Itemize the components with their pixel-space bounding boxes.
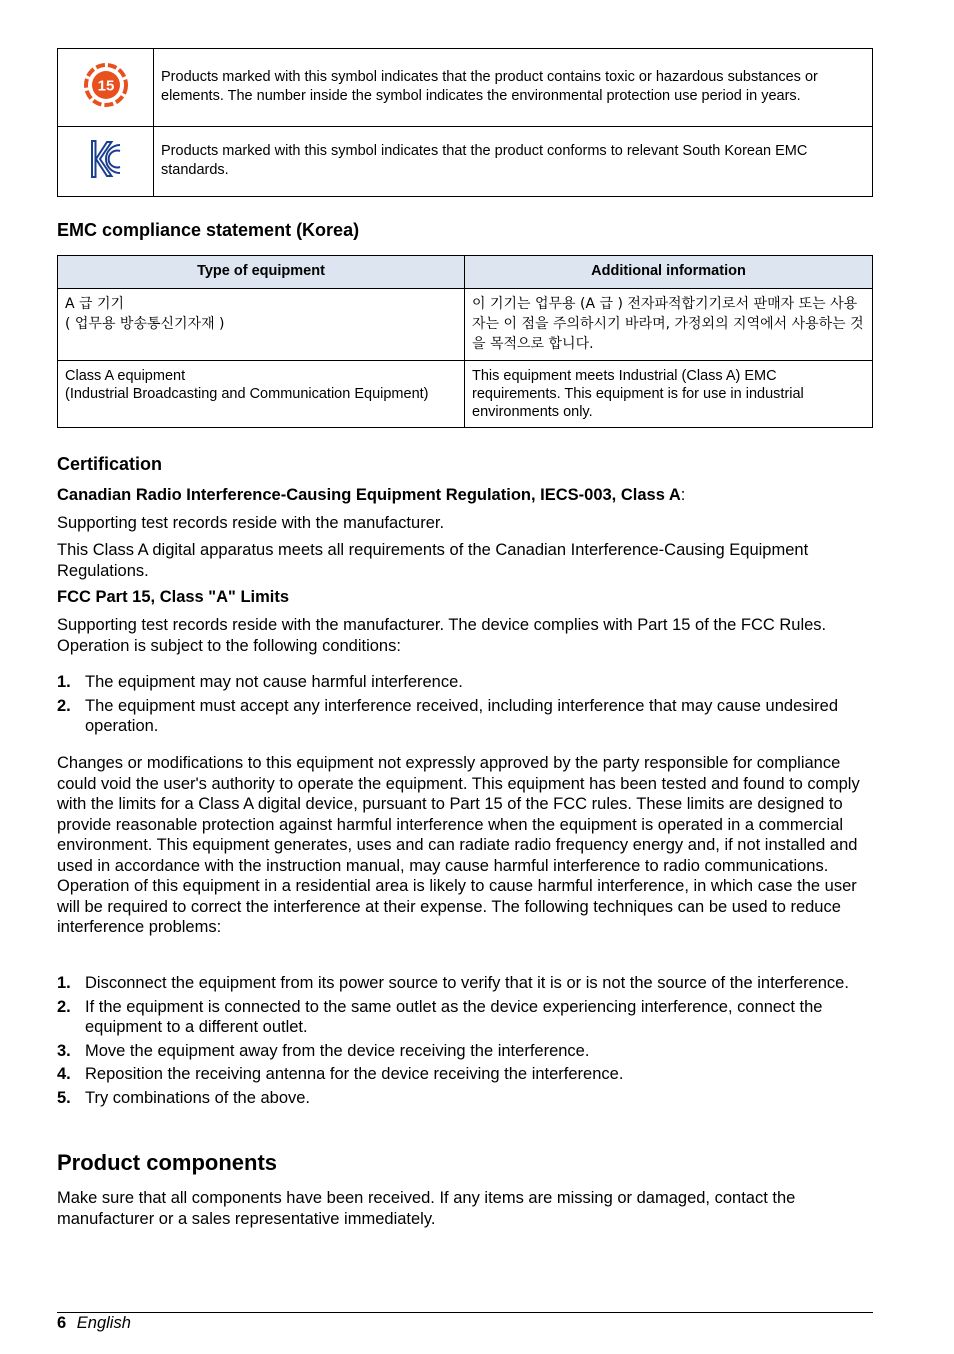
colon: :	[680, 486, 686, 504]
product-components-heading: Product components	[57, 1150, 278, 1175]
emc-heading: EMC compliance statement (Korea)	[57, 220, 360, 240]
paragraph: Changes or modifications to this equipment not expressly approved by the party responsible for compliance could void the user's authority to operate the equipment. This equipment has been tested and found to comply with the limits for a Class A digital device, pursuant to Part 15 of the FCC rules. These limits are designed to provide reasonable protection against harmful interference when the equipment is operated in a commercial environment. This equipment generates, uses and can radiate radio frequency energy and, if not installed and used in accordance with the instruction manual, may cause harmful interference to radio communications. Operation of this equipment in a residential area is likely to cause harmful interference, in which case the user will be required to correct the interference at their expense. The following techniques can be used to reduce interference problems:	[57, 754, 860, 936]
list-text: Try combinations of the above.	[85, 1088, 311, 1107]
list-number: 5.	[57, 1088, 71, 1107]
equipment-type-line: A 급 기기	[65, 296, 125, 312]
list-text: Reposition the receiving antenna for the device receiving the interference.	[85, 1065, 624, 1083]
emc-table-header-row	[58, 256, 873, 289]
symbol-row	[58, 127, 873, 197]
page-number: 6	[57, 1314, 67, 1332]
list-text: The equipment must accept any interference received, including interference that may cause undesired operation.	[85, 696, 839, 735]
kc-mark-icon	[89, 137, 123, 181]
additional-info-cell: 이 기기는 업무용 (A 급 ) 전자파적합기기로서 판매자 또는 사용자는 이 점을 주의하시기 바라며, 가정외의 지역에서 사용하는 것을 목적으로 합니다.	[465, 289, 873, 361]
list-item	[57, 997, 873, 1038]
canadian-regulation-heading	[57, 485, 873, 506]
list-number: 2.	[57, 997, 71, 1016]
environmental-use-period-icon	[83, 62, 129, 108]
equipment-type-line: Class A equipment	[65, 368, 186, 384]
list-item	[57, 696, 873, 737]
certification-heading: Certification	[57, 454, 163, 474]
symbol-icon-cell	[58, 49, 154, 127]
list-item	[57, 973, 873, 994]
list-number: 4.	[57, 1065, 71, 1083]
column-header-type: Type of equipment	[58, 256, 465, 289]
conditions-list	[57, 672, 873, 737]
canadian-regulation-title: Canadian Radio Interference-Causing Equipment Regulation, IECS-003, Class A	[57, 486, 681, 504]
list-number: 3.	[57, 1041, 71, 1060]
symbols-table	[57, 48, 873, 197]
symbol-description: Products marked with this symbol indicates that the product conforms to relevant South Korean EMC standards.	[154, 127, 873, 197]
paragraph: Supporting test records reside with the manufacturer. The device complies with Part 15 of the FCC Rules. Operation is subject to the following conditions:	[57, 616, 827, 655]
paragraph: Supporting test records reside with the manufacturer.	[57, 514, 445, 532]
list-text: If the equipment is connected to the same outlet as the device experiencing interference, connect the equipment to a different outlet.	[85, 997, 823, 1036]
fcc-heading: FCC Part 15, Class "A" Limits	[57, 588, 290, 606]
list-item	[57, 1088, 873, 1109]
column-header-info: Additional information	[465, 256, 873, 289]
list-text: The equipment may not cause harmful interference.	[85, 673, 463, 691]
symbol-icon-cell	[58, 127, 154, 197]
list-text: Move the equipment away from the device receiving the interference.	[85, 1041, 590, 1060]
list-item	[57, 1064, 873, 1085]
symbol-number: 15	[97, 77, 114, 95]
footer-divider	[57, 1312, 873, 1313]
equipment-type-line: ( 업무용 방송통신기자재 )	[65, 316, 225, 332]
emc-table	[57, 255, 873, 428]
list-item	[57, 672, 873, 693]
footer-language: English	[76, 1314, 131, 1332]
list-text: Disconnect the equipment from its power source to verify that it is or is not the source of the interference.	[85, 974, 849, 992]
list-item	[57, 1041, 873, 1062]
equipment-type-line: (Industrial Broadcasting and Communication Equipment)	[65, 386, 429, 402]
table-row	[58, 361, 873, 428]
paragraph: This Class A digital apparatus meets all requirements of the Canadian Interference-Causing Equipment Regulations.	[57, 541, 809, 580]
list-number: 2.	[57, 696, 71, 715]
list-number: 1.	[57, 974, 71, 992]
additional-info-cell: This equipment meets Industrial (Class A) EMC requirements. This equipment is for use in industrial environments only.	[465, 361, 873, 428]
paragraph: Make sure that all components have been received. If any items are missing or damaged, contact the manufacturer or a sales representative immediately.	[57, 1189, 796, 1228]
equipment-type-cell	[58, 361, 465, 428]
page-footer	[57, 1313, 131, 1333]
techniques-list	[57, 973, 873, 1108]
equipment-type-cell	[58, 289, 465, 361]
list-number: 1.	[57, 673, 71, 691]
symbol-row	[58, 49, 873, 127]
table-row	[58, 289, 873, 361]
symbol-description: Products marked with this symbol indicates that the product contains toxic or hazardous substances or elements. The number inside the symbol indicates the environmental protection use period in years.	[154, 49, 873, 127]
